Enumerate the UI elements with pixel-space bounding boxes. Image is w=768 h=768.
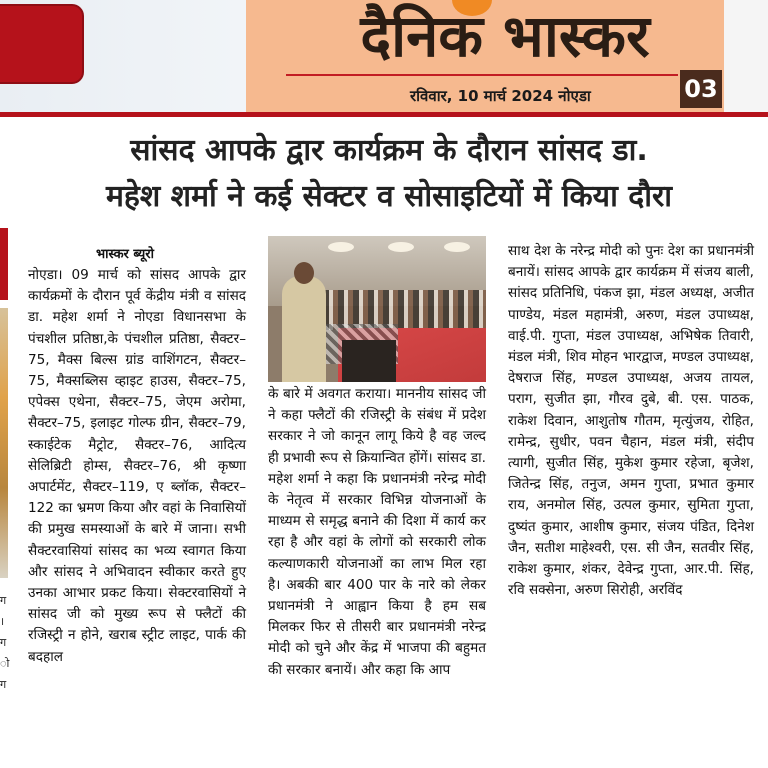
adjacent-red-block xyxy=(0,228,8,300)
article-column-1 xyxy=(28,265,246,668)
masthead-rule xyxy=(286,74,678,76)
photo-speaker xyxy=(282,276,326,382)
photo-ceiling-light xyxy=(444,242,470,252)
date-line: रविवार, 10 मार्च 2024 नोएडा xyxy=(410,87,591,105)
photo-ceiling-light xyxy=(388,242,414,252)
red-tab-decoration xyxy=(0,4,84,84)
byline: भास्कर ब्यूरो xyxy=(96,247,154,262)
newspaper-title: दैनिक भास्कर xyxy=(360,2,650,70)
article-column-2 xyxy=(268,384,486,681)
article-headline xyxy=(14,128,764,220)
masthead xyxy=(0,0,768,118)
headline-line-2: महेश शर्मा ने कई सेक्टर व सोसाइटियों में किया दौरा xyxy=(105,179,673,214)
photo-chair xyxy=(342,340,396,382)
masthead-right-edge xyxy=(724,0,768,112)
column-3-text: साथ देश के नरेन्द्र मोदी को पुनः देश का प्रधानमंत्री बनायें। सांसद आपके द्वार कार्यक्रम में संजय बाली, सांसद प्रतिनिधि, पंकज झा, मंडल अध्यक्ष, अजीत पाण्डेय, मंडल महामंत्री, अरुण, मंडल उपाध्यक्ष, वाई.पी. गुप्ता, मंडल उपाध्यक्ष, अभिषेक तिवारी, मंडल मंत्री, शिव मोहन भारद्वाज, मण्डल उपाध्यक्ष, देषराज सिंह, मण्डल उपाध्यक्ष, अजय तायल, पराग, सुजीत झा, गौरव दुबे, बी. एस. पाठक, राकेश दिवान, आशुतोष गौतम, मृत्युंजय, रोहित, रामेन्द्र, सुधीर, पवन चैहान, मंडल मंत्री, संदीप त्यागी, सुजीत सिंह, मुकेश कुमार रहेजा, बृजेश, जितेन्द्र सिंह, तनुज, अमन गुप्ता, प्रभात कुमार राय, अनमोल सिंह, उत्पल कुमार, सुमिता गुप्ता, दुष्यंत कुमार, आशीष कुमार, संजय पंडित, दिनेश जैन, सतीश माहेश्वरी, एस. सी जैन, सतवीर सिंह, राकेश कुमार, शंकर, देवेन्द्र गुप्ता, आर.पी. सिंह, रवि सक्सेना, अरुण सिरोही, अरविंद xyxy=(508,243,754,599)
adjacent-text-fragment: ग । ग ो ग xyxy=(0,594,10,691)
photo-speaker-head xyxy=(294,262,314,284)
article-photo xyxy=(268,236,486,382)
photo-ceiling-light xyxy=(328,242,354,252)
masthead-bottom-border xyxy=(0,112,768,117)
article-column-3 xyxy=(508,241,754,601)
headline-line-1: सांसद आपके द्वार कार्यक्रम के दौरान सांसद डा. xyxy=(130,133,648,168)
adjacent-photo-edge xyxy=(0,308,8,578)
page-number-badge: 03 xyxy=(680,70,722,108)
column-2-text: के बारे में अवगत कराया। माननीय सांसद जी ने कहा फ्लैटों की रजिस्ट्री के संबंध में प्रदेश सरकार ने जो कानून लागू किये है वह जल्द ही प्रभावी रूप से क्रियान्वित होंगें। सांसद डा. महेश शर्मा ने कहा कि प्रधानमंत्री नरेन्द्र मोदी के नेतृत्व में सरकार विभिन्न योजनाओं के माध्यम से समृद्ध बनाने की दिशा में कार्य कर रहा है और वहां के लोगों को सरकारी लोक कल्याणकारी योजनाओं का लाभ मिल रहा है। अबकी बार 400 पार के नारे को लेकर प्रधानमंत्री ने आह्वान किया है हम सब मिलकर फिर से तीसरी बार प्रधानमंत्री नरेन्द्र मोदी को चुने और केंद्र में भाजपा की बहुमत की सरकार बनायें। और कहा कि आप xyxy=(268,386,486,678)
column-1-text: नोएडा। 09 मार्च को सांसद आपके द्वार कार्यक्रमों के दौरान पूर्व केंद्रीय मंत्री व सांसद डा. महेश शर्मा ने नोएडा विधानसभा के पंचशील प्रतिष्ठा,के पंचशील प्रतिष्ठा, सैक्टर–75, मैक्स बिल्स ग्रांड वाशिंगटन, सैक्टर–75, मैक्सब्लिस व्हाइट हाउस, सैक्टर–75, एपेक्स एथेना, सैक्टर–75, जेएम अरोमा, सैक्टर–75, इलाइट गोल्फ ग्रीन, सैक्टर–79, स्काईटेक मैट्रोट, सैक्टर–76, आदित्य सेलिब्रिटी होम्स, सैक्टर–76, श्री कृष्णा अपार्टमेंट, सैक्टर–119, ए ब्लॉक, सैक्टर–122 का भ्रमण किया और वहां के निवासियों की प्रमुख समस्याओं के बारे में जाना। सभी सैक्टरवासियां सांसद का भव्य स्वागत किया और सांसद ने अभिवादन स्वीकार करते हुए उनका आभार प्रकट किया। सेक्टरवासियों ने सांसद जी को मुख्य रूप से फ्लैटों की रजिस्ट्री न होने, खराब स्ट्रीट लाइट, पार्क की बदहाल xyxy=(28,267,246,665)
